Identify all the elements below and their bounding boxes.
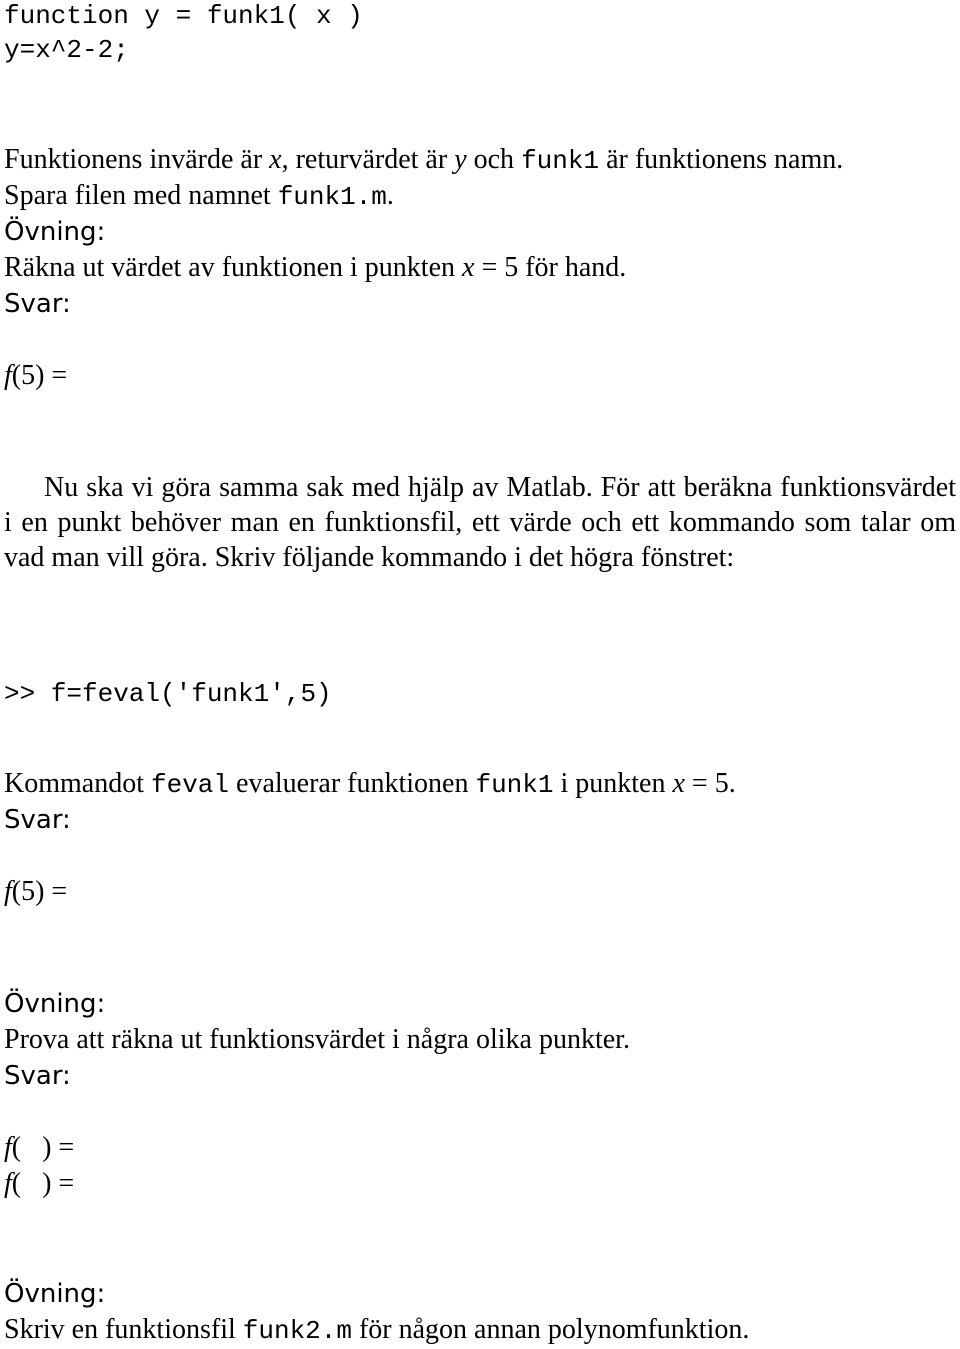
answer-2-heading: Svar: — [4, 805, 71, 835]
exercise-2-answer-heading: Svar: — [4, 1061, 71, 1091]
exercise-1-text: Räkna ut värdet av funktionen i punkten x = 5 för hand. — [4, 252, 627, 283]
exercise-2-answer-1: f( ) = — [4, 1132, 75, 1163]
code-line-1: function y = funk1( x ) — [4, 1, 363, 31]
exercise-2-text: Prova att räkna ut funktionsvärdet i några olika punkter. — [4, 1024, 630, 1055]
exercise-2-answer-2: f( ) = — [4, 1168, 75, 1199]
exercise-1-heading: Övning: — [4, 217, 106, 247]
intro-line-1: Funktionens invärde är x, returvärdet är y och funk1 är funktionens namn. — [4, 144, 844, 176]
feval-command: >> f=feval(′funk1′,5) — [4, 679, 332, 709]
intro-line-2: Spara filen med namnet funk1.m. — [4, 180, 394, 212]
code-line-2: y=x^2-2; — [4, 35, 129, 65]
exercise-3-text: Skriv en funktionsfil funk2.m för någon annan polynomfunktion. — [4, 1314, 750, 1346]
matlab-paragraph: Nu ska vi göra samma sak med hjälp av Matlab. För att beräkna funktionsvärdet i en punkt behöver man en funktionsfil, ett värde och ett kommando som talar om vad man vill göra. Skriv följande kommando i det högra fönstret: — [4, 472, 956, 573]
feval-explanation: Kommandot feval evaluerar funktionen funk1 i punkten x = 5. — [4, 768, 736, 800]
answer-2-line: f(5) = — [4, 876, 68, 907]
exercise-1-answer: f(5) = — [4, 360, 68, 391]
exercise-3-heading: Övning: — [4, 1279, 106, 1309]
exercise-1-answer-heading: Svar: — [4, 289, 71, 319]
exercise-2-heading: Övning: — [4, 989, 106, 1019]
